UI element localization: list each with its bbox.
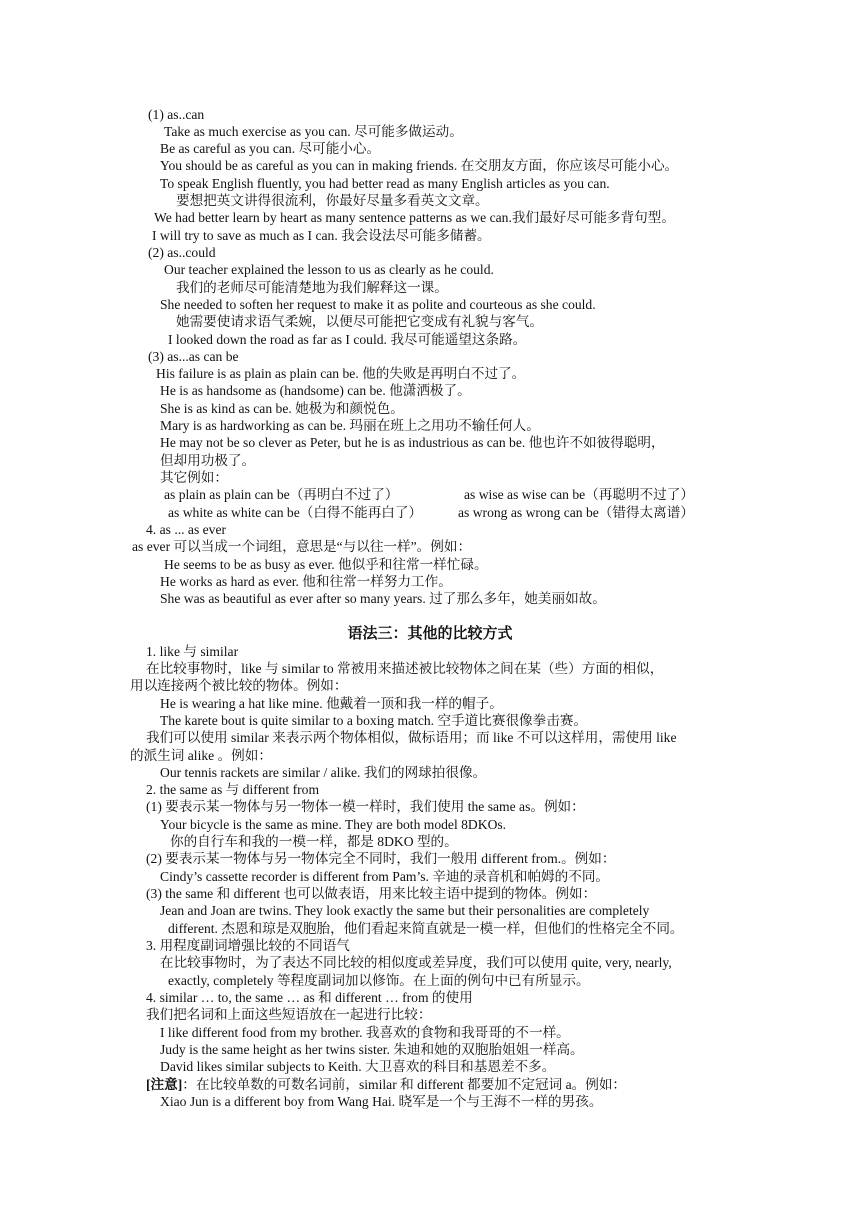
line-49: 3. 用程度副词增强比较的不同语气 [146,938,350,953]
line-24: as wise as wise can be（再聪明不过了） [464,487,694,502]
note-label: [注意] [146,1077,183,1092]
line-39: Our tennis rackets are similar / alike. 我们的网球拍很像。 [160,765,487,780]
line-21: 但却用功极了。 [160,453,256,468]
line-54: I like different food from my brother. 我喜欢的食物和我哥哥的不一样。 [160,1025,570,1040]
line-27: 4. as ... as ever [146,522,227,537]
line-44: (2) 要表示某一物体与另一物体完全不同时，我们一般用 different from.。例如： [146,851,616,866]
line-1: (1) as..can [148,107,205,122]
line-35: He is wearing a hat like mine. 他戴着一顶和我一样的帽子。 [160,696,503,711]
line-40: 2. the same as 与 different from [146,782,320,797]
line-18: She is as kind as can be. 她极为和颜悦色。 [160,401,404,416]
line-4: You should be as careful as you can in making friends. 在交朋友方面，你应该尽可能小心。 [160,158,679,173]
line-32: 1. like 与 similar [146,644,239,659]
note-line [146,1076,626,1093]
line-14: I looked down the road as far as I could. 我尽可能遥望这条路。 [168,332,527,347]
line-41: (1) 要表示某一物体与另一物体一模一样时，我们使用 the same as。例如： [146,799,585,814]
line-48: different. 杰恩和琼是双胞胎，他们看起来简直就是一模一样，但他们的性格完全不同。 [168,921,684,936]
line-50: 在比较事物时，为了表达不同比较的相似度或差异度，我们可以使用 quite, very, nearly, [160,955,672,970]
line-47: Jean and Joan are twins. They look exactly the same but their personalities are completely [160,903,650,918]
line-10: Our teacher explained the lesson to us as clearly as he could. [164,262,494,277]
line-11: 我们的老师尽可能清楚地为我们解释这一课。 [176,280,448,295]
line-42: Your bicycle is the same as mine. They are both model 8DKOs. [160,817,507,832]
line-5: To speak English fluently, you had better read as many English articles as you can. [160,176,610,191]
line-12: She needed to soften her request to make it as polite and courteous as she could. [160,297,596,312]
line-17: He is as handsome as (handsome) can be. 他潇洒极了。 [160,383,471,398]
line-28: as ever 可以当成一个词组，意思是“与以往一样”。例如： [132,539,472,554]
line-38: 的派生词 alike 。例如： [130,748,272,763]
note-text: ：在比较单数的可数名词前，similar 和 different 都要加不定冠词 a。例如： [182,1077,627,1092]
line-26: as wrong as wrong can be（错得太离谱） [458,505,694,520]
line-36: The karete bout is quite similar to a boxing match. 空手道比赛很像拳击赛。 [160,713,588,728]
line-31: She was as beautiful as ever after so many years. 过了那么多年，她美丽如故。 [160,591,606,606]
line-33: 在比较事物时，like 与 similar to 常被用来描述被比较物体之间在某（些）方面的相似， [146,661,664,676]
line-23: as plain as plain can be（再明白不过了） [164,487,399,502]
line-37: 我们可以使用 similar 来表示两个物体相似，做标语用；而 like 不可以这样用，需使用 like [146,730,677,745]
line-16: His failure is as plain as plain can be. 他的失败是再明白不过了。 [156,366,526,381]
line-8: I will try to save as much as I can. 我会设法尽可能多储蓄。 [152,228,491,243]
line-45: Cindy’s cassette recorder is different from Pam’s. 辛迪的录音机和帕姆的不同。 [160,869,610,884]
line-55: Judy is the same height as her twins sister. 朱迪和她的双胞胎姐姐一样高。 [160,1042,584,1057]
line-58: Xiao Jun is a different boy from Wang Hai. 晓军是一个与王海不一样的男孩。 [160,1094,603,1109]
line-46: (3) the same 和 different 也可以做表语，用来比较主语中提到的物体。例如： [146,886,597,901]
line-9: (2) as..could [148,245,216,260]
line-34: 用以连接两个被比较的物体。例如： [130,678,348,693]
line-13: 她需要使请求语气柔婉，以便尽可能把它变成有礼貌与客气。 [176,314,544,329]
line-22: 其它例如： [160,470,228,485]
line-52: 4. similar … to, the same … as 和 different … from 的使用 [146,990,473,1005]
line-29: He seems to be as busy as ever. 他似乎和往常一样忙碌。 [164,557,488,572]
line-7: We had better learn by heart as many sentence patterns as we can.我们最好尽可能多背句型。 [154,210,675,225]
line-15: (3) as...as can be [148,349,239,364]
line-56: David likes similar subjects to Keith. 大卫喜欢的科目和基恩差不多。 [160,1059,556,1074]
line-25: as white as white can be（白得不能再白了） [168,505,423,520]
line-2: Take as much exercise as you can. 尽可能多做运动。 [164,124,463,139]
line-43: 你的自行车和我的一模一样，都是 8DKO 型的。 [170,834,458,849]
line-3: Be as careful as you can. 尽可能小心。 [160,141,381,156]
line-20: He may not be so clever as Peter, but he is as industrious as can be. 他也许不如彼得聪明， [160,435,665,450]
line-53: 我们把名词和上面这些短语放在一起进行比较： [146,1007,432,1022]
line-19: Mary is as hardworking as can be. 玛丽在班上之用功不输任何人。 [160,418,540,433]
line-30: He works as hard as ever. 他和往常一样努力工作。 [160,574,452,589]
section-heading: 语法三：其他的比较方式 [347,624,513,642]
line-6: 要想把英文讲得很流利，你最好尽量多看英文文章。 [176,193,489,208]
line-51: exactly, completely 等程度副词加以修饰。在上面的例句中已有所显示。 [168,973,590,988]
